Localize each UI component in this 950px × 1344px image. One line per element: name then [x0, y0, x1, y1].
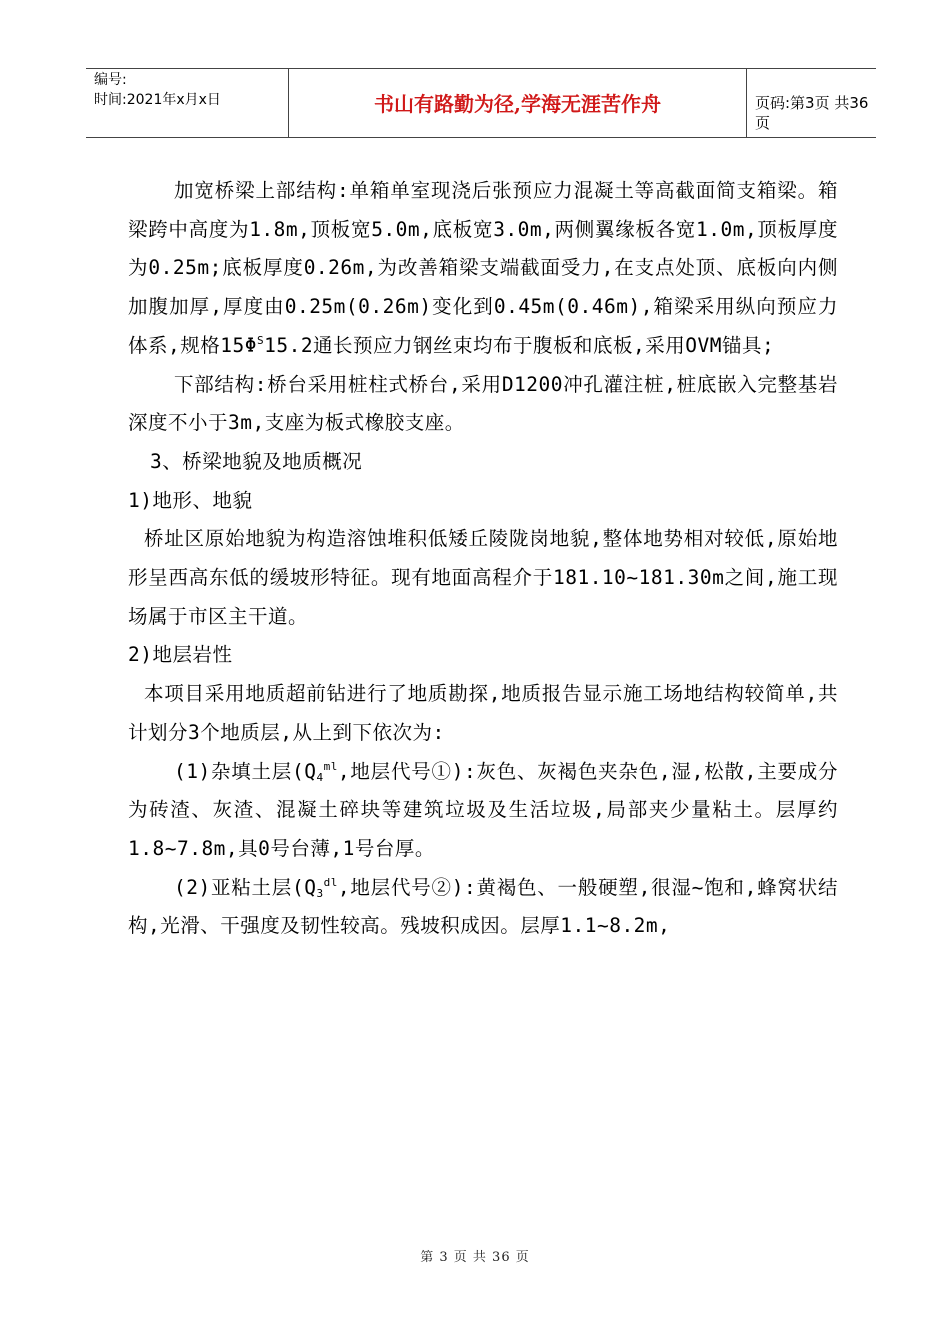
header-page-cell [747, 69, 876, 137]
subscript: 3 [316, 886, 324, 900]
superscript: dl [323, 875, 338, 889]
paragraph-text: (1)杂填土层(Q [174, 759, 317, 783]
time-label: 时间:2021年x月x日 [94, 92, 221, 108]
header-motto-cell [289, 69, 747, 137]
paragraph-terrain: 桥址区原始地貌为构造溶蚀堆积低矮丘陵陇岗地貌,整体地势相对较低,原始地形呈西高东低的缓坡形特征。现有地面高程介于181.10~181.30m之间,施工现场属于市区主干道。 [128, 527, 838, 628]
paragraph-fill-layer [128, 753, 838, 869]
header-info-cell [86, 69, 289, 137]
superscript: S [256, 333, 265, 347]
paragraph-substructure: 下部结构:桥台采用桩柱式桥台,采用D1200冲孔灌注桩,桩底嵌入完整基岩深度不小于3m,支座为板式橡胶支座。 [128, 372, 838, 435]
page-header [86, 68, 876, 138]
page-footer: 第 3 页 共 36 页 [420, 1250, 530, 1265]
paragraph-text: (2)亚粘土层(Q [174, 875, 317, 899]
motto-text: 书山有路勤为径,学海无涯苦作舟 [374, 92, 661, 116]
document-body [128, 172, 838, 946]
paragraph-text-tail: ,地层代号①):灰色、灰褐色夹杂色,湿,松散,主要成分为砖渣、灰渣、混凝土碎块等建筑垃圾及生活垃圾,局部夹少量粘土。层厚约1.8~7.8m,具0号台薄,1号台厚。 [128, 759, 838, 860]
superscript: ml [323, 759, 338, 773]
paragraph-clay-layer [128, 869, 838, 946]
subsection-heading-terrain: 1)地形、地貌 [128, 488, 253, 512]
paragraph-superstructure [128, 172, 838, 366]
paragraph-strata-intro: 本项目采用地质超前钻进行了地质勘探,地质报告显示施工场地结构较简单,共计划分3个地质层,从上到下依次为: [128, 682, 838, 744]
paragraph-text-tail: ,地层代号②):黄褐色、一般硬塑,很湿~饱和,蜂窝状结构,光滑、干强度及韧性较高。残坡积成因。层厚1.1~8.2m, [128, 875, 838, 938]
page-number-label: 页码:第3页 共36页 [755, 94, 869, 132]
paragraph-text: 加宽桥梁上部结构:单箱单室现浇后张预应力混凝土等高截面简支箱梁。箱梁跨中高度为1.8m,顶板宽5.0m,底板宽3.0m,两侧翼缘板各宽1.0m,顶板厚度为0.25m;底板厚度0.26m,为改善箱梁支端截面受力,在支点处顶、底板向内侧加腹加厚,厚度由0.25m(0.26m)变化到0.45m(0.46m),箱梁采用纵向预应力体系,规格15Φ [128, 179, 838, 357]
number-label: 编号: [94, 72, 127, 88]
subsection-heading-strata: 2)地层岩性 [128, 643, 233, 667]
paragraph-text-tail: 15.2通长预应力钢丝束均布于腹板和底板,采用OVM锚具; [264, 333, 775, 357]
subscript: 4 [316, 770, 324, 784]
section-heading: 3、桥梁地貌及地质概况 [150, 449, 363, 473]
